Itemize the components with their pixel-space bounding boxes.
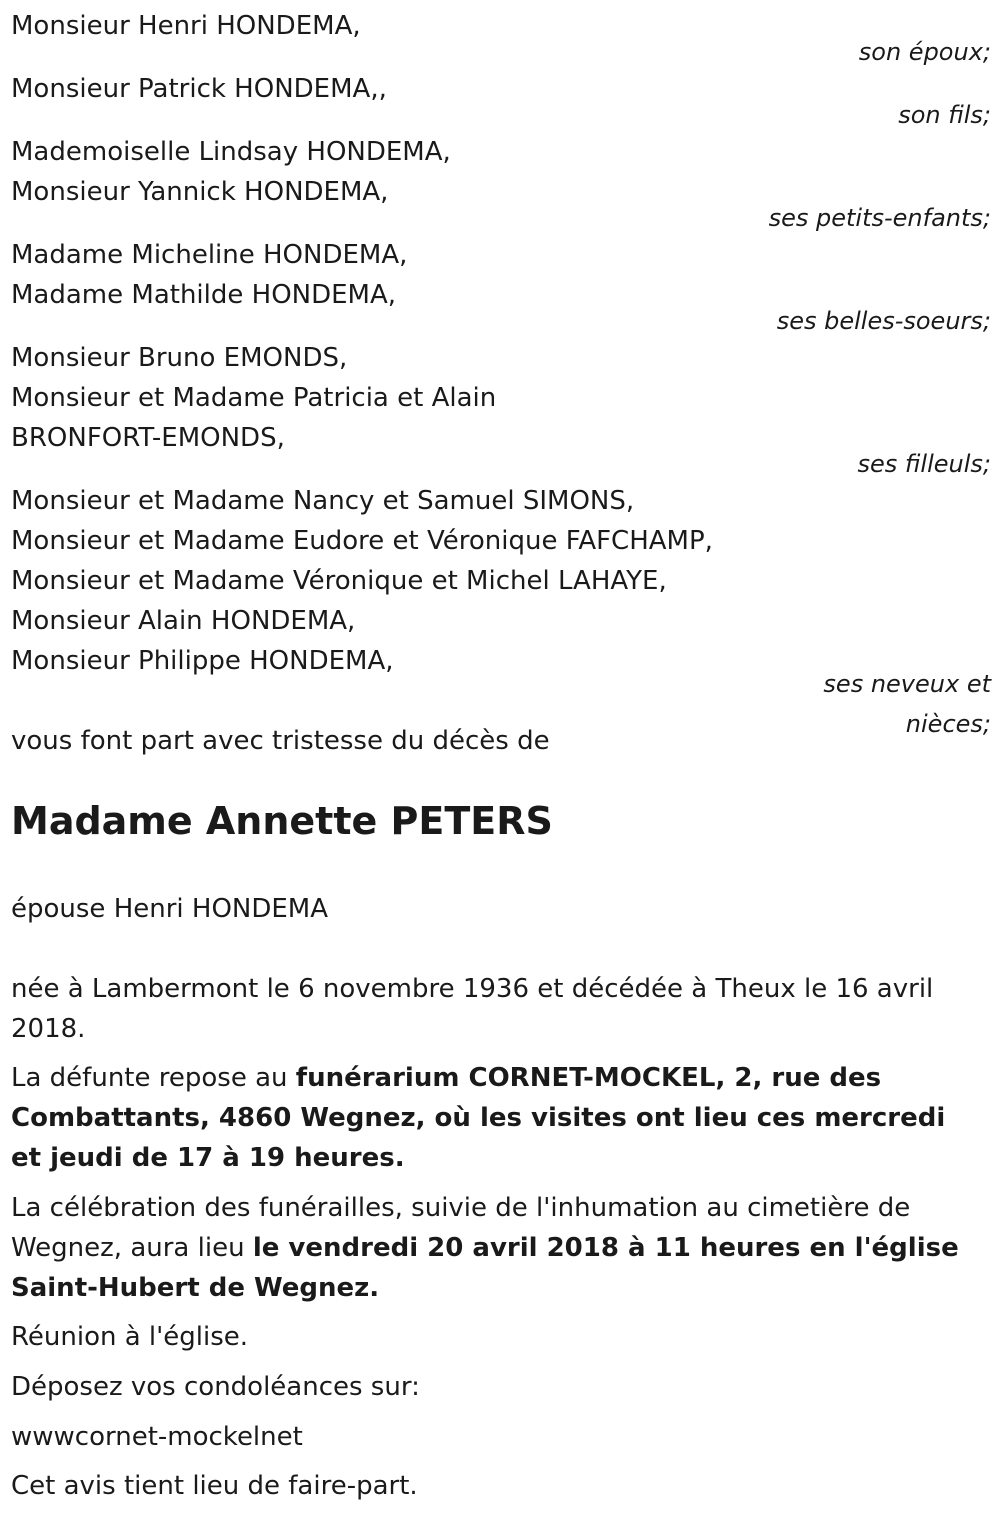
family-role: ses filleuls; [857,450,991,478]
family-name: Monsieur Patrick HONDEMA,, [11,74,387,104]
family-name: Mademoiselle Lindsay HONDEMA, [11,137,451,167]
celebration-details: le vendredi 20 avril 2018 à 11 heures en l'église Saint-Hubert de Wegnez. [11,1233,959,1303]
repose-paragraph: La défunte repose au funérarium CORNET-MOCKEL, 2, rue des Combattants, 4860 Wegnez, où les visites ont lieu ces mercredi et jeudi de 17 à 19 heures. [11,1063,946,1173]
family-name: Madame Mathilde HONDEMA, [11,280,397,310]
family-name: Monsieur Henri HONDEMA, [11,11,361,41]
deceased-name: Madame Annette PETERS [11,799,553,843]
funerarium-details: funérarium CORNET-MOCKEL, 2, rue des Combattants, 4860 Wegnez, où les visites ont lieu ces mercredi et jeudi de 17 à 19 heures. [11,1063,946,1173]
reunion-line: Réunion à l'église. [11,1322,249,1352]
family-role: ses belles-soeurs; [776,307,991,335]
birth-death-line: née à Lambermont le 6 novembre 1936 et décédée à Theux le 16 avril 2018. [11,974,934,1044]
spouse-line: épouse Henri HONDEMA [11,894,329,924]
family-name: Monsieur Yannick HONDEMA, [11,177,389,207]
family-role: ses petits-enfants; [768,204,991,232]
closing-line: Cet avis tient lieu de faire-part. [11,1471,418,1501]
family-group-spouse [11,6,991,68]
celebration-paragraph: La célébration des funérailles, suivie de l'inhumation au cimetière de Wegnez, aura lieu le vendredi 20 avril 2018 à 11 heures en l'église Saint-Hubert de Wegnez. [11,1193,959,1303]
family-role: son époux; [858,38,991,66]
family-role: ses neveux et nièces; [823,670,991,738]
family-group-nephews-nieces [11,481,991,681]
intro-text: vous font part avec tristesse du décès de [11,726,550,756]
family-name: Madame Micheline HONDEMA, [11,240,408,270]
family-name: Monsieur et Madame Nancy et Samuel SIMONS, [11,486,635,516]
family-role: son fils; [898,101,991,129]
family-group-godchildren [11,338,991,480]
condolences-line: Déposez vos condoléances sur: [11,1372,420,1402]
family-name: Monsieur Alain HONDEMA, [11,606,356,636]
family-group-son [11,69,991,131]
family-name: Monsieur et Madame Patricia et Alain [11,383,497,413]
website-link[interactable]: wwwcornet-mockelnet [11,1422,303,1452]
family-group-grandchildren [11,132,991,234]
family-name: BRONFORT-EMONDS, [11,423,285,453]
family-name: Monsieur Bruno EMONDS, [11,343,348,373]
family-name: Monsieur Philippe HONDEMA, [11,646,394,676]
family-name: Monsieur et Madame Eudore et Véronique FAFCHAMP, [11,526,713,556]
family-name: Monsieur et Madame Véronique et Michel LAHAYE, [11,566,667,596]
family-group-sisters-in-law [11,235,991,337]
